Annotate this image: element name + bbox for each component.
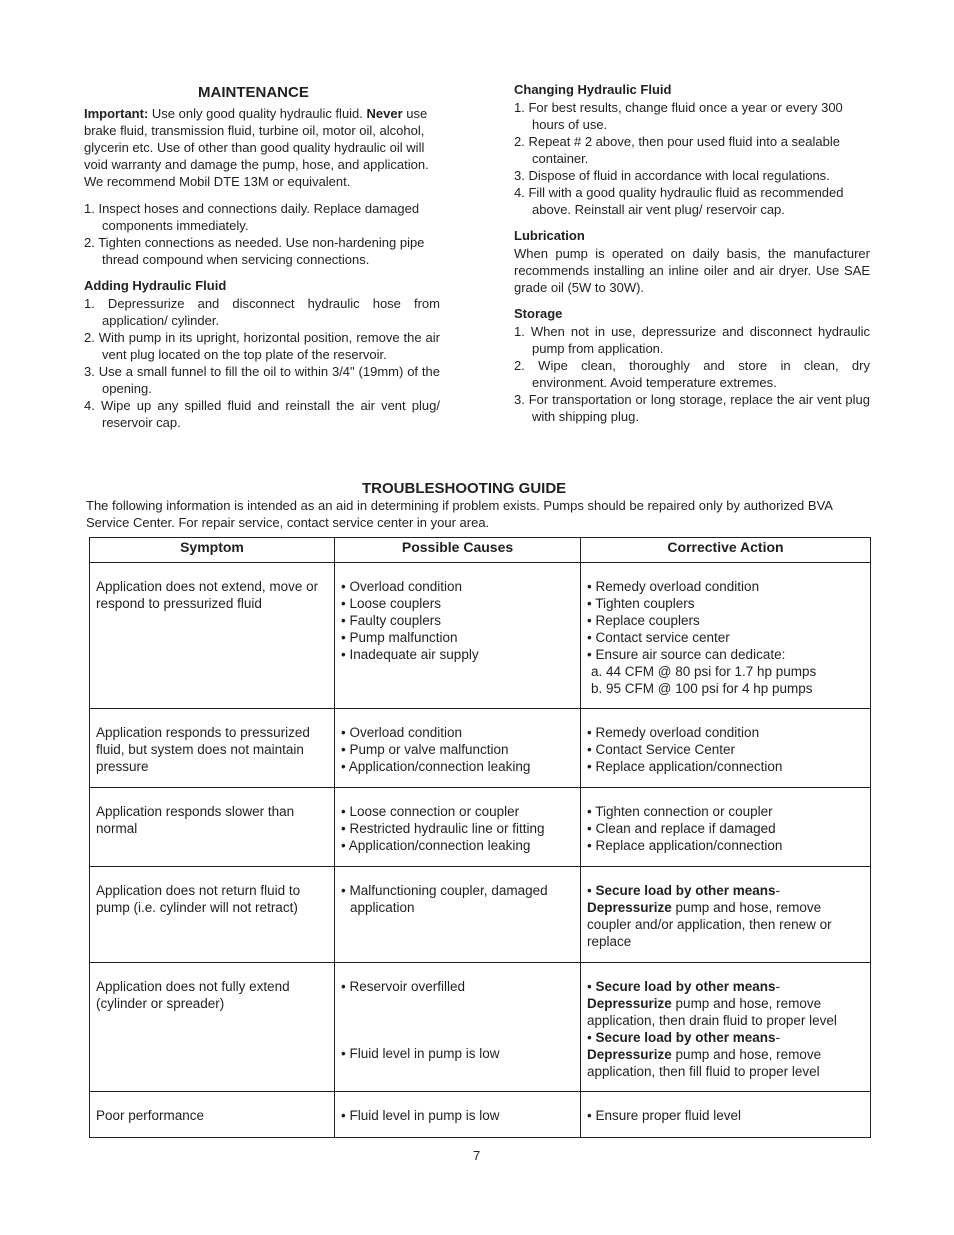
actions-cell: • Secure load by other means- Depressurize pump and hose, remove coupler and/or application, then renew or replace [581, 867, 871, 963]
table-row [90, 963, 871, 1092]
symptom-cell: Application does not extend, move or respond to pressurized fluid [90, 563, 335, 709]
list-item: 4. Fill with a good quality hydraulic fluid as recommended above. Reinstall air vent plug/ reservoir cap. [514, 185, 844, 217]
causes-cell: • Overload condition • Pump or valve malfunction • Application/connection leaking [335, 709, 581, 788]
table-row [90, 867, 871, 963]
list-item: 2. Wipe clean, thoroughly and store in clean, dry environment. Avoid temperature extremes. [514, 358, 870, 390]
list-item: 2. With pump in its upright, horizontal position, remove the air vent plug located on the top plate of the reservoir. [84, 330, 440, 362]
list-item: 1. Inspect hoses and connections daily. Replace damaged components immediately. [84, 201, 420, 233]
causes-cell: • Loose connection or coupler • Restricted hydraulic line or fitting • Application/connection leaking [335, 788, 581, 867]
causes-cell: • Reservoir overfilled • Fluid level in pump is low [335, 963, 581, 1092]
causes-cell: • Overload condition • Loose couplers • Faulty couplers • Pump malfunction • Inadequate air supply [335, 563, 581, 709]
header-corrective-action: Corrective Action [581, 538, 871, 563]
list-item: 1. For best results, change fluid once a year or every 300 hours of use. [514, 100, 843, 132]
actions-cell: • Remedy overload condition • Contact Service Center • Replace application/connection [581, 709, 871, 788]
maintenance-steps [84, 200, 442, 268]
list-item: 3. Use a small funnel to fill the oil to within 3/4" (19mm) of the opening. [84, 364, 440, 396]
table-row [90, 563, 871, 709]
troubleshooting-table [89, 537, 871, 1138]
causes-cell: • Malfunctioning coupler, damaged application [335, 867, 581, 963]
important-paragraph: Important: Use only good quality hydraulic fluid. Never use brake fluid, transmission fluid, turbine oil, motor oil, alcohol, glycerin etc. Use of other than good quality hydraulic oil will void warranty and damage the pump, hose, and application. We recommend Mobil DTE 13M or equivalent. [84, 106, 429, 189]
maintenance-title: MAINTENANCE [198, 84, 309, 101]
symptom-cell: Application does not fully extend (cylinder or spreader) [90, 963, 335, 1092]
lubrication-text: When pump is operated on daily basis, the manufacturer recommends installing an inline oiler and air dryer. Use SAE grade oil (5W to 30W). [514, 246, 870, 295]
changing-fluid-title: Changing Hydraulic Fluid [514, 82, 672, 97]
changing-fluid-steps [514, 99, 872, 218]
page-number: 7 [473, 1148, 481, 1163]
actions-cell: • Tighten connection or coupler • Clean and replace if damaged • Replace application/connection [581, 788, 871, 867]
symptom-cell: Application responds to pressurized fluid, but system does not maintain pressure [90, 709, 335, 788]
lubrication-title: Lubrication [514, 228, 585, 243]
table-row [90, 1092, 871, 1138]
storage-steps [514, 323, 870, 425]
actions-cell: • Ensure proper fluid level [581, 1092, 871, 1138]
table-row [90, 788, 871, 867]
list-item: 3. Dispose of fluid in accordance with local regulations. [514, 168, 830, 183]
storage-title: Storage [514, 306, 563, 321]
header-symptom: Symptom [90, 538, 335, 563]
symptom-cell: Poor performance [90, 1092, 335, 1138]
list-item: 3. For transportation or long storage, replace the air vent plug with shipping plug. [514, 392, 870, 424]
adding-fluid-title: Adding Hydraulic Fluid [84, 278, 227, 293]
list-item: 1. When not in use, depressurize and disconnect hydraulic pump from application. [514, 324, 870, 356]
list-item: 2. Repeat # 2 above, then pour used fluid into a sealable container. [514, 134, 840, 166]
troubleshooting-intro: The following information is intended as an aid in determining if problem exists. Pumps should be repaired only by authorized BVA Service Center. For repair service, contact service center in your area. [86, 498, 833, 530]
causes-cell: • Fluid level in pump is low [335, 1092, 581, 1138]
list-item: 1. Depressurize and disconnect hydraulic hose from application/ cylinder. [84, 296, 440, 328]
important-label: Important: [84, 106, 149, 121]
symptom-cell: Application responds slower than normal [90, 788, 335, 867]
troubleshooting-title: TROUBLESHOOTING GUIDE [362, 480, 567, 497]
actions-cell: • Remedy overload condition • Tighten couplers • Replace couplers • Contact service center • Ensure air source can dedicate: a. 44 CFM @ 80 psi for 1.7 hp pumps b. 95 CFM @ 100 psi for 4 hp pumps [581, 563, 871, 709]
header-possible-causes: Possible Causes [335, 538, 581, 563]
symptom-cell: Application does not return fluid to pump (i.e. cylinder will not retract) [90, 867, 335, 963]
never-label: Never [366, 106, 403, 121]
list-item: 2. Tighten connections as needed. Use non-hardening pipe thread compound when servicing connections. [84, 235, 425, 267]
adding-fluid-steps [84, 295, 440, 431]
table-row [90, 709, 871, 788]
table-header-row [90, 538, 871, 563]
actions-cell: • Secure load by other means- Depressurize pump and hose, remove application, then drain fluid to proper level • Secure load by other means- Depressurize pump and hose, remove application, then fill fluid to proper level [581, 963, 871, 1092]
list-item: 4. Wipe up any spilled fluid and reinstall the air vent plug/ reservoir cap. [84, 398, 440, 430]
